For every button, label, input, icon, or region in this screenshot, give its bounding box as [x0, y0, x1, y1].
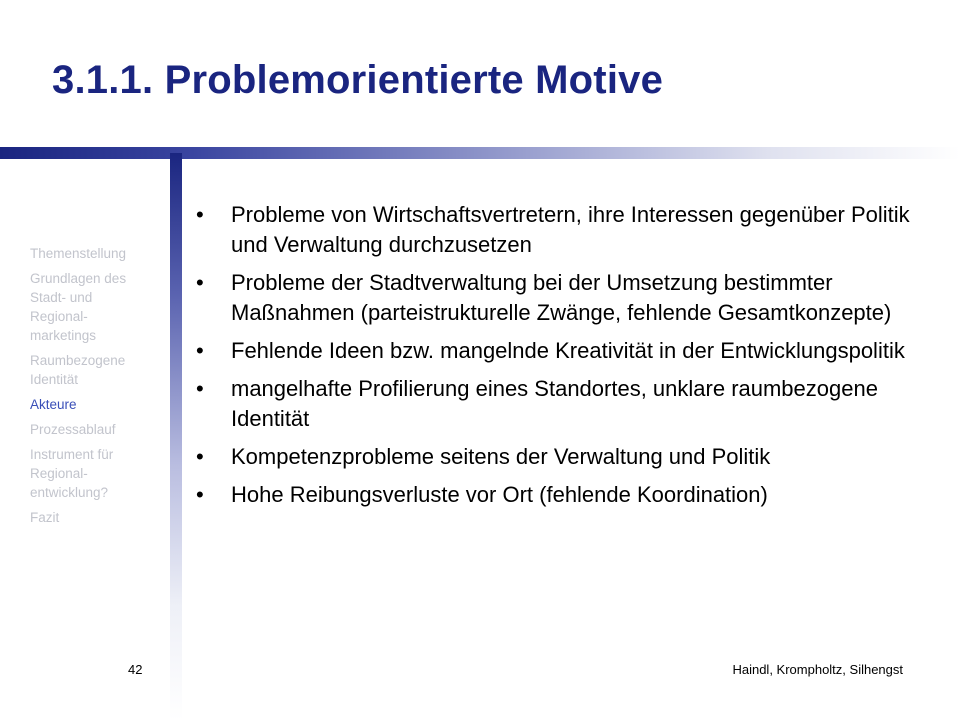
slide-title: 3.1.1. Problemorientierte Motive — [52, 58, 664, 102]
bullet-item — [196, 336, 916, 366]
footer-authors: Haindl, Krompholtz, Silhengst — [732, 662, 903, 677]
bullet-text: Kompetenzprobleme seitens der Verwaltung und Politik — [231, 444, 771, 469]
bullet-text: Fehlende Ideen bzw. mangelnde Kreativität in der Entwicklungspolitik — [231, 338, 905, 363]
horizontal-accent-bar — [0, 147, 960, 159]
bullet-text: Probleme der Stadtverwaltung bei der Umsetzung bestimmter Maßnahmen (parteistrukturelle Zwänge, fehlende Gesamtkonzepte) — [231, 270, 892, 325]
bullet-marker: • — [196, 338, 204, 363]
sidebar-item-akteure[interactable]: Akteure — [30, 397, 77, 412]
bullet-item — [196, 442, 916, 472]
sidebar-nav — [30, 244, 165, 533]
bullet-marker: • — [196, 444, 204, 469]
sidebar-item-grundlagen[interactable]: Grundlagen des Stadt- und Regional- marketings — [30, 271, 127, 343]
bullet-marker: • — [196, 376, 204, 401]
page-number: 42 — [128, 662, 143, 677]
sidebar-item-raumbezogene-identitaet[interactable]: Raumbezogene Identität — [30, 353, 126, 387]
bullet-item — [196, 268, 916, 328]
bullet-text: Hohe Reibungsverluste vor Ort (fehlende Koordination) — [231, 482, 768, 507]
bullet-marker: • — [196, 270, 204, 295]
vertical-accent-bar — [170, 153, 182, 720]
sidebar-item-themenstellung[interactable]: Themenstellung — [30, 246, 127, 261]
bullet-item — [196, 200, 916, 260]
bullet-marker: • — [196, 482, 204, 507]
bullet-item — [196, 374, 916, 434]
sidebar-item-instrument[interactable]: Instrument für Regional- entwicklung? — [30, 447, 114, 500]
bullet-item — [196, 480, 916, 510]
bullet-text: Probleme von Wirtschaftsvertretern, ihre Interessen gegenüber Politik und Verwaltung durchzusetzen — [231, 202, 910, 257]
bullet-text: mangelhafte Profilierung eines Standortes, unklare raumbezogene Identität — [231, 376, 878, 431]
sidebar-item-prozessablauf[interactable]: Prozessablauf — [30, 422, 116, 437]
sidebar-item-fazit[interactable]: Fazit — [30, 510, 60, 525]
bullet-marker: • — [196, 202, 204, 227]
bullet-list — [196, 200, 916, 518]
